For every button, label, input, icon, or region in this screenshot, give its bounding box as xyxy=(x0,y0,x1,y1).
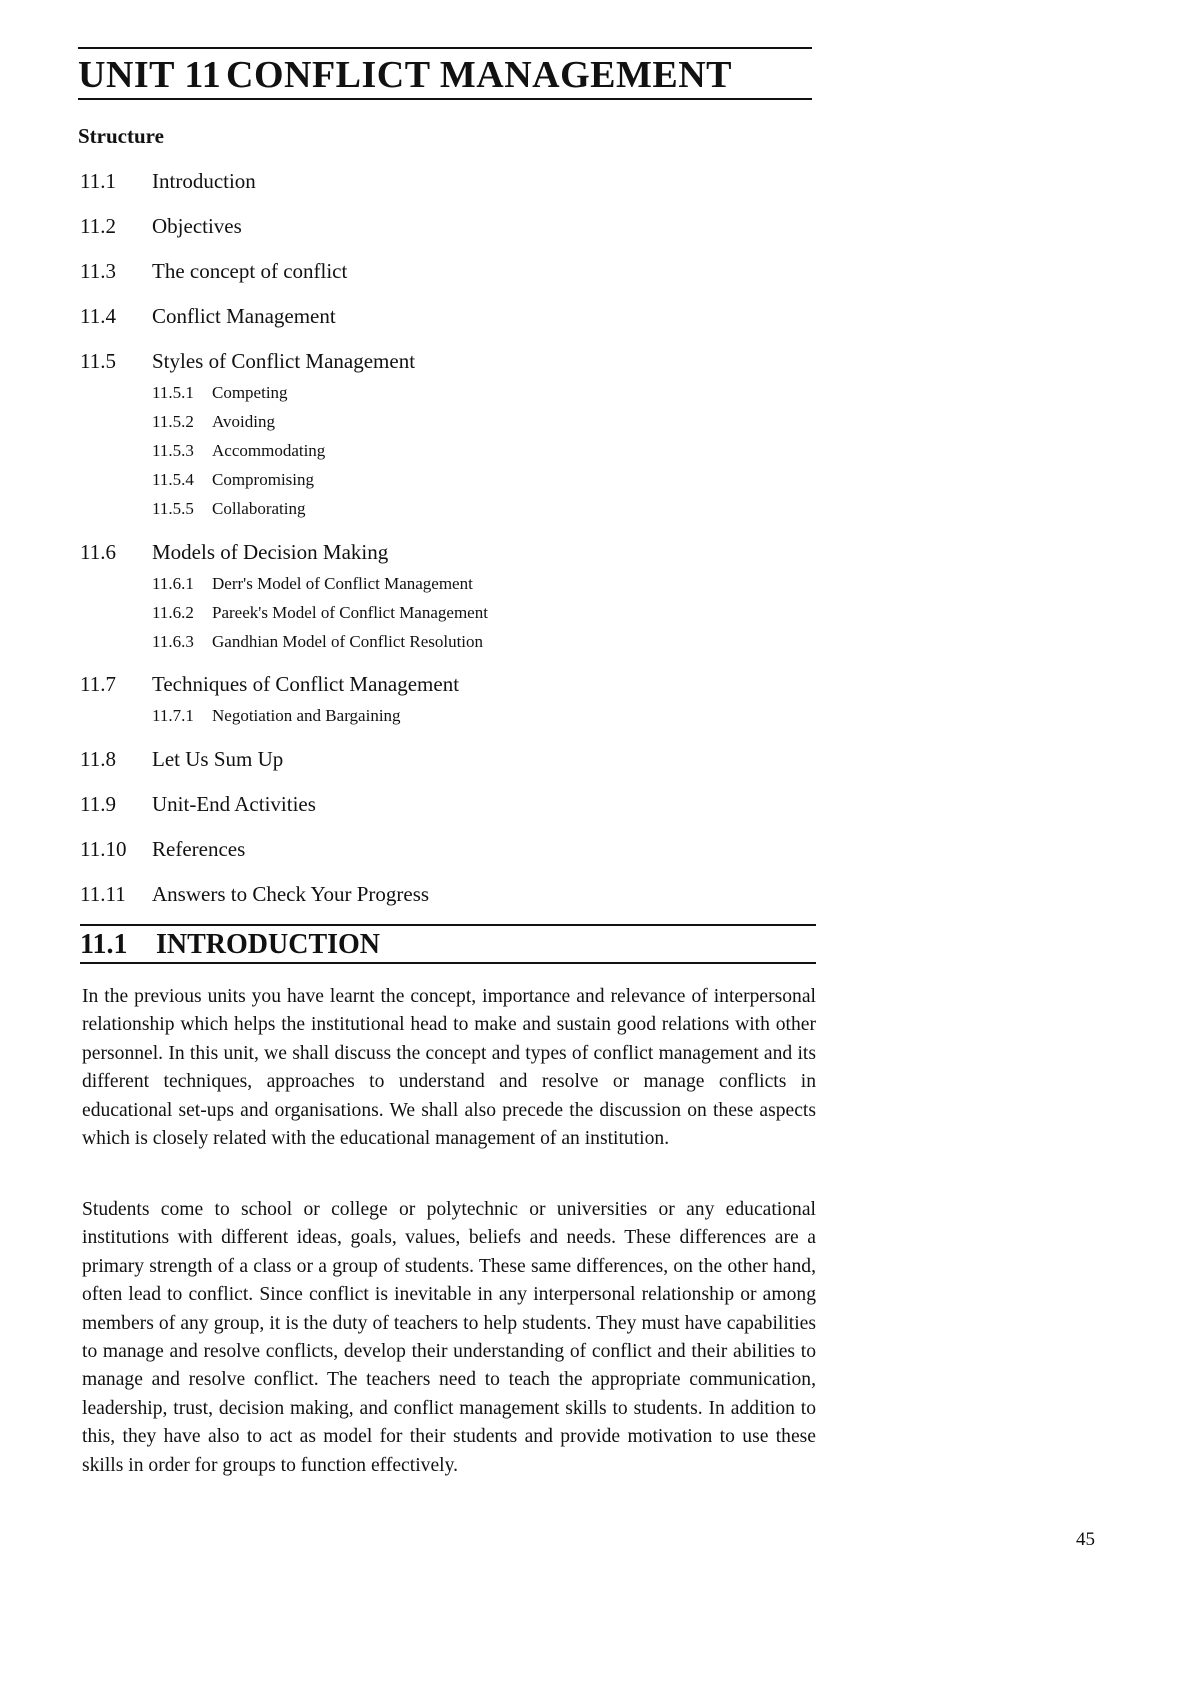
body-paragraph: In the previous units you have learnt the concept, importance and relevance of interpersonal relationship which helps the institutional head to make and sustain good relations with other personnel. In this unit, we shall discuss the concept and types of conflict management and its different techniques, approaches to understand and resolve or manage conflicts in educational set-ups and organisations. We shall also precede the discussion on these aspects which is closely related with the educational management of an institution. xyxy=(82,986,816,1150)
section-bottom-rule xyxy=(80,962,816,964)
section-top-rule xyxy=(80,924,816,926)
toc-title: Techniques of Conflict Management xyxy=(152,672,460,696)
toc-number: 11.6 xyxy=(80,540,116,564)
toc-title: Introduction xyxy=(152,169,256,193)
toc-title: Objectives xyxy=(152,214,242,238)
unit-number: UNIT 11 xyxy=(78,54,222,96)
toc-sub-title: Accommodating xyxy=(212,441,326,460)
section-number: 11.1 xyxy=(80,929,128,960)
toc-title: The concept of conflict xyxy=(152,259,348,283)
toc-sub-number: 11.7.1 xyxy=(152,706,194,725)
toc-sub-title: Derr's Model of Conflict Management xyxy=(212,574,473,593)
toc-sub-number: 11.6.1 xyxy=(152,574,194,593)
toc-title: Models of Decision Making xyxy=(152,540,389,564)
toc-sub-number: 11.5.3 xyxy=(152,441,194,460)
toc-title: Styles of Conflict Management xyxy=(152,349,416,373)
toc-number: 11.9 xyxy=(80,792,116,816)
section-title xyxy=(80,928,380,962)
structure-label: Structure xyxy=(78,124,164,148)
toc-number: 11.7 xyxy=(80,672,116,696)
toc-sub-number: 11.5.4 xyxy=(152,470,194,489)
toc-title: Unit-End Activities xyxy=(152,792,316,816)
toc-number: 11.11 xyxy=(80,882,126,906)
toc-sub-number: 11.6.2 xyxy=(152,603,194,622)
title-bottom-rule xyxy=(78,98,812,100)
unit-title xyxy=(78,50,732,100)
unit-title-text: CONFLICT MANAGEMENT xyxy=(226,54,732,96)
toc-sub-number: 11.6.3 xyxy=(152,632,194,651)
toc-number: 11.2 xyxy=(80,214,116,238)
body-paragraph: Students come to school or college or polytechnic or universities or any educational institutions with different ideas, goals, values, beliefs and needs. These differences are a primary strength of a class or a group of students. These same differences, on the other hand, often lead to conflict. Since conflict is inevitable in any interpersonal relationship or among members of any group, it is the duty of teachers to help students. They must have capabilities to manage and resolve conflicts, develop their understanding of conflict and their abilities to manage and resolve conflict. The teachers need to teach the appropriate communication, leadership, trust, decision making, and conflict management skills to students. In addition to this, they have also to act as model for their students and provide motivation to use these skills in order for groups to function effectively. xyxy=(82,1199,816,1476)
toc-sub-title: Avoiding xyxy=(212,412,275,431)
toc-number: 11.4 xyxy=(80,304,116,328)
toc-sub-title: Competing xyxy=(212,383,288,402)
section-title-text: INTRODUCTION xyxy=(156,929,381,960)
toc-number: 11.3 xyxy=(80,259,116,283)
toc-sub-title: Compromising xyxy=(212,470,315,489)
page-number: 45 xyxy=(1076,1529,1095,1550)
title-top-rule xyxy=(78,47,812,49)
toc-number: 11.10 xyxy=(80,837,127,861)
toc-title: Answers to Check Your Progress xyxy=(152,882,430,906)
toc-sub-number: 11.5.2 xyxy=(152,412,194,431)
toc-sub-title: Collaborating xyxy=(212,499,306,518)
toc-number: 11.5 xyxy=(80,349,116,373)
toc-title: Conflict Management xyxy=(152,304,336,328)
toc-sub-number: 11.5.1 xyxy=(152,383,194,402)
toc-title: Let Us Sum Up xyxy=(152,747,284,771)
toc-number: 11.8 xyxy=(80,747,116,771)
toc-sub-title: Gandhian Model of Conflict Resolution xyxy=(212,632,484,651)
toc-title: References xyxy=(152,837,246,861)
toc-sub-title: Pareek's Model of Conflict Management xyxy=(212,603,488,622)
toc-sub-number: 11.5.5 xyxy=(152,499,194,518)
toc-sub-title: Negotiation and Bargaining xyxy=(212,706,401,725)
toc-number: 11.1 xyxy=(80,169,116,193)
